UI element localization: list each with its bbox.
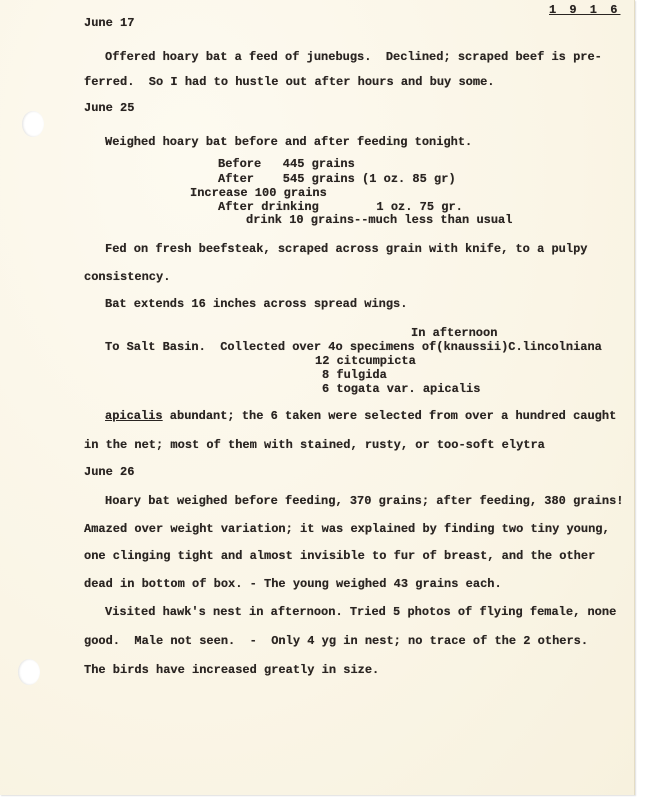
page-year: 1 9 1 6 <box>549 3 621 17</box>
weight-after: After 545 grains (1 oz. 85 gr) <box>218 172 456 186</box>
apicalis-line <box>105 409 616 423</box>
entry-text-fragment: abundant; the 6 taken were selected from over a hundred caught <box>162 409 617 423</box>
entry-text-line: Offered hoary bat a feed of junebugs. Declined; scraped beef is pre- <box>105 50 602 64</box>
entry-text-line: Weighed hoary bat before and after feeding tonight. <box>105 135 473 149</box>
entry-text-line: The birds have increased greatly in size. <box>84 663 380 677</box>
entry-text-line: consistency. <box>84 270 171 284</box>
weight-drink: drink 10 grains--much less than usual <box>246 213 513 227</box>
entry-text-line: Bat extends 16 inches across spread wings. <box>105 297 408 311</box>
entry-date-june-25: June 25 <box>84 101 135 115</box>
underlined-species: apicalis <box>105 409 163 423</box>
binder-hole-top <box>22 111 44 137</box>
entry-text-line: Hoary bat weighed before feeding, 370 grains; after feeding, 380 grains! <box>105 494 624 508</box>
collection-item: 8 fulgida <box>322 368 387 382</box>
entry-date-june-17: June 17 <box>84 16 135 30</box>
weight-before: Before 445 grains <box>218 157 355 171</box>
entry-text-line: one clinging tight and almost invisible to fur of breast, and the other <box>84 549 596 563</box>
entry-date-june-26: June 26 <box>84 465 135 479</box>
weight-increase: Increase 100 grains <box>190 186 327 200</box>
weight-after-drinking: After drinking 1 oz. 75 gr. <box>218 200 463 214</box>
entry-text-line: ferred. So I had to hustle out after hours and buy some. <box>84 75 495 89</box>
entry-text-line: Fed on fresh beefsteak, scraped across grain with knife, to a pulpy <box>105 242 588 256</box>
entry-text-line: Amazed over weight variation; it was explained by finding two tiny young, <box>84 522 610 536</box>
entry-text-line: good. Male not seen. - Only 4 yg in nest; no trace of the 2 others. <box>84 634 589 648</box>
collection-main: To Salt Basin. Collected over 4o specimens of(knaussii)C.lincolniana <box>105 340 602 354</box>
collection-note: In afternoon <box>411 326 498 340</box>
collection-item: 12 citcumpicta <box>315 354 416 368</box>
entry-text-line: dead in bottom of box. - The young weighed 43 grains each. <box>84 577 502 591</box>
binder-hole-bottom <box>18 659 40 685</box>
entry-text-line: in the net; most of them with stained, rusty, or too-soft elytra <box>84 438 545 452</box>
collection-item: 6 togata var. apicalis <box>322 382 481 396</box>
entry-text-line: Visited hawk's nest in afternoon. Tried 5 photos of flying female, none <box>105 605 617 619</box>
